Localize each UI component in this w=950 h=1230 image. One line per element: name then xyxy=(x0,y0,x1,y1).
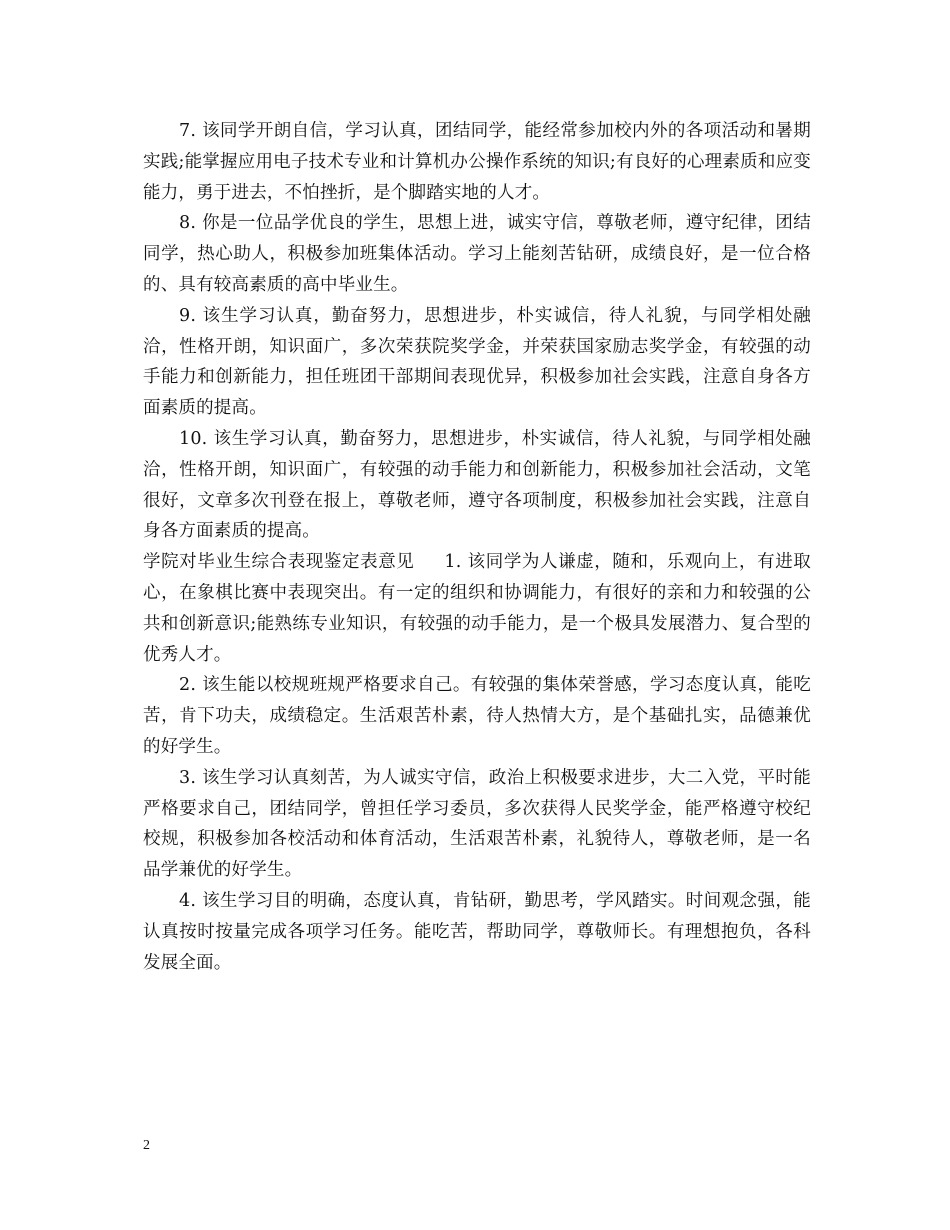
section-paragraph xyxy=(143,547,811,670)
section-heading: 学院对毕业生综合表现鉴定表意见 xyxy=(143,552,415,573)
document-body xyxy=(143,116,811,978)
paragraph-item-7: 7. 该同学开朗自信，学习认真，团结同学，能经常参加校内外的各项活动和暑期实践;能掌握应用电子技术专业和计算机办公操作系统的知识;有良好的心理素质和应变能力，勇于进去，不怕挫折，是个脚踏实地的人才。 xyxy=(143,121,811,203)
paragraph-item-10: 10. 该生学习认真，勤奋努力，思想进步，朴实诚信，待人礼貌，与同学相处融洽，性格开朗，知识面广，有较强的动手能力和创新能力，积极参加社会活动，文笔很好，文章多次刊登在报上，尊敬老师，遵守各项制度，积极参加社会实践，注意自身各方面素质的提高。 xyxy=(143,428,811,542)
paragraph-item-8: 8. 你是一位品学优良的学生，思想上进，诚实守信，尊敬老师，遵守纪律，团结同学，热心助人，积极参加班集体活动。学习上能刻苦钻研，成绩良好，是一位合格的、具有较高素质的高中毕业生。 xyxy=(143,213,811,295)
paragraph-item-2: 2. 该生能以校规班规严格要求自己。有较强的集体荣誉感，学习态度认真，能吃苦，肯下功夫，成绩稳定。生活艰苦朴素，待人热情大方，是个基础扎实，品德兼优的好学生。 xyxy=(143,675,811,757)
paragraph-item-3: 3. 该生学习认真刻苦，为人诚实守信，政治上积极要求进步，大二入党，平时能严格要求自己，团结同学，曾担任学习委员，多次获得人民奖学金，能严格遵守校纪校规，积极参加各校活动和体育活动，生活艰苦朴素，礼貌待人，尊敬老师，是一名品学兼优的好学生。 xyxy=(143,767,811,881)
page-number: 2 xyxy=(143,1138,150,1153)
paragraph-item-1: 1. 该同学为人谦虚，随和，乐观向上，有进取心，在象棋比赛中表现突出。有一定的组织和协调能力，有很好的亲和力和较强的公共和创新意识;能熟练专业知识，有较强的动手能力，是一个极具发展潜力、复合型的优秀人才。 xyxy=(143,552,811,665)
paragraph-item-9: 9. 该生学习认真，勤奋努力，思想进步，朴实诚信，待人礼貌，与同学相处融洽，性格开朗，知识面广，多次荣获院奖学金，并荣获国家励志奖学金，有较强的动手能力和创新能力，担任班团干部期间表现优异，积极参加社会实践，注意自身各方面素质的提高。 xyxy=(143,305,811,419)
paragraph-item-4: 4. 该生学习目的明确，态度认真，肯钻研，勤思考，学风踏实。时间观念强，能认真按时按量完成各项学习任务。能吃苦，帮助同学，尊敬师长。有理想抱负，各科发展全面。 xyxy=(143,890,811,973)
